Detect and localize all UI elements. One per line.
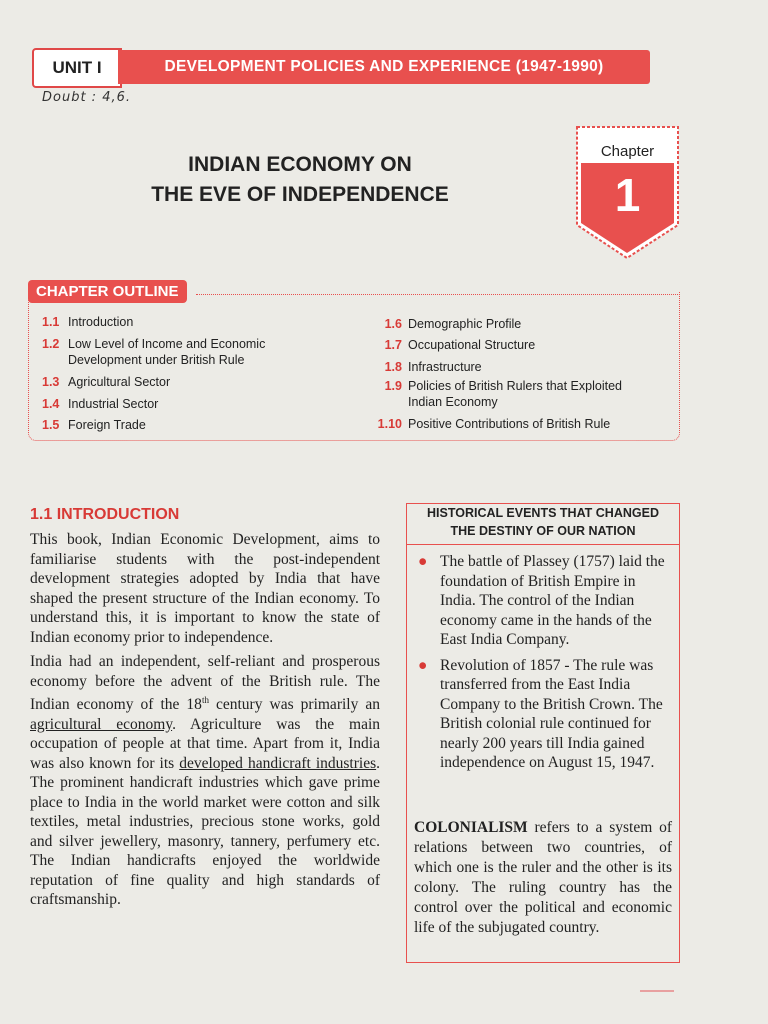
colonialism-definition: COLONIALISM refers to a system of relations between two countries, of which one is the ruler and the other is its colony. The ruling country has the control over the political and economic life of the subjugated country. (414, 819, 672, 936)
unit-title-bar: DEVELOPMENT POLICIES AND EXPERIENCE (1947-1990) (118, 50, 650, 84)
outline-divider (196, 294, 678, 295)
chapter-badge-number: 1 (614, 169, 641, 221)
page-footer-mark (640, 990, 674, 992)
chapter-badge-label: Chapter (600, 143, 655, 160)
handwritten-note: Doubt : 4,6. (42, 90, 132, 105)
chapter-title-line1: INDIAN ECONOMY ON (188, 153, 412, 176)
historical-events-heading: HISTORICAL EVENTS THAT CHANGED THE DESTINY OF OUR NATION (406, 504, 680, 545)
chapter-title-line2: THE EVE OF INDEPENDENCE (151, 183, 449, 206)
unit-label: UNIT I (32, 48, 122, 88)
chapter-title (110, 150, 490, 210)
intro-paragraph-1: This book, Indian Economic Development, aims to familiarise students with the post-independent development strategies adopted by India that have shaped the present structure of the Indian economy. To understand this, it is important to know the state of Indian economy prior to independence. (30, 531, 380, 646)
historical-events-list (414, 552, 672, 779)
bullet-icon: ● (418, 656, 428, 674)
intro-paragraph-2: India had an independent, self-reliant and prosperous economy before the advent of the British rule. The Indian economy of the 18th century was primarily an agricultural economy. Agriculture was the main occupation of people at that time. Apart from it, India was also known for its developed handicraft industries. The prominent handicraft industries which gave prime place to India in the world market were cotton and silk textiles, metal industries, precious stone works, gold and silver jewellery, masonry, tannery, perfumery etc. The Indian handicrafts enjoyed the worldwide reputation of fine quality and high standards of craftsmanship. (30, 653, 381, 909)
intro-body (30, 530, 380, 915)
list-item: ● Revolution of 1857 - The rule was transferred from the East India Company to the British Crown. The British colonial rule continued for nearly 200 years till India gained independence on August 15, 1947. (418, 656, 663, 771)
outline-heading: CHAPTER OUTLINE (28, 280, 187, 303)
section-heading: 1.1 INTRODUCTION (30, 506, 180, 523)
list-item: ● The battle of Plassey (1757) laid the foundation of British Empire in India. The control of the Indian economy came in the hands of the East India Company. (418, 553, 665, 648)
bullet-icon: ● (418, 553, 428, 570)
